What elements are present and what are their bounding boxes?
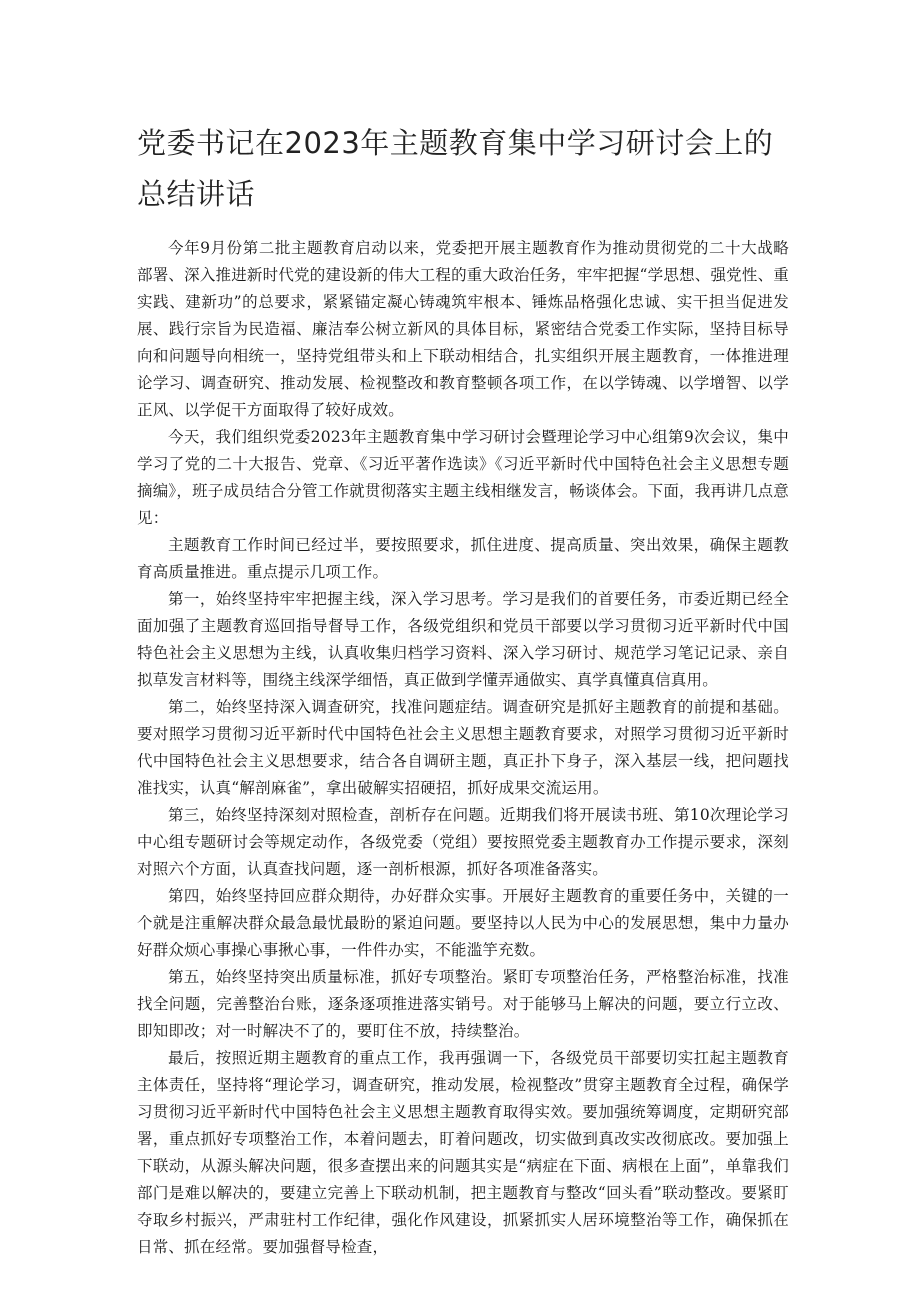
document-body — [137, 235, 789, 1261]
paragraph-point-5: 第五，始终坚持突出质量标准，抓好专项整治。紧盯专项整治任务，严格整治标准，找准找全问题，完善整治台账，逐条逐项推进落实销号。对于能够马上解决的问题，要立行立改、即知即改；对一时解决不了的，要盯住不放，持续整治。 — [137, 968, 789, 1040]
paragraph-final: 最后，按照近期主题教育的重点工作，我再强调一下，各级党员干部要切实扛起主题教育主体责任，坚持将“理论学习，调查研究，推动发展，检视整改”贯穿主题教育全过程，确保学习贯彻习近平新时代中国特色社会主义思想主题教育取得实效。要加强统筹调度，定期研究部署，重点抓好专项整治工作，本着问题去，盯着问题改，切实做到真改实改彻底改。要加强上下联动，从源头解决问题，很多查摆出来的问题其实是“病症在下面、病根在上面”，单靠我们部门是难以解决的，要建立完善上下联动机制，把主题教育与整改“回头看”联动整改。要紧盯夺取乡村振兴，严肃驻村工作纪律，强化作风建设，抓紧抓实人居环境整治等工作，确保抓在日常、抓在经常。要加强督导检查， — [137, 1049, 789, 1256]
paragraph-point-2: 第二，始终坚持深入调查研究，找准问题症结。调查研究是抓好主题教育的前提和基础。要对照学习贯彻习近平新时代中国特色社会主义思想主题教育要求，对照学习贯彻习近平新时代中国特色社会主义思想要求，结合各自调研主题，真正扑下身子，深入基层一线，把问题找准找实，认真“解剖麻雀”，拿出破解实招硬招，抓好成果交流运用。 — [137, 698, 789, 797]
paragraph-point-4: 第四，始终坚持回应群众期待，办好群众实事。开展好主题教育的重要任务中，关键的一个就是注重解决群众最急最忧最盼的紧迫问题。要坚持以人民为中心的发展思想，集中力量办好群众烦心事操心事揪心事，一件件办实，不能滥竽充数。 — [137, 887, 789, 959]
document-title: 党委书记在2023年主题教育集中学习研讨会上的总结讲话 — [137, 126, 774, 211]
paragraph-overview: 主题教育工作时间已经过半，要按照要求，抓住进度、提高质量、突出效果，确保主题教育高质量推进。重点提示几项工作。 — [137, 536, 789, 581]
paragraph-point-1: 第一，始终坚持牢牢把握主线，深入学习思考。学习是我们的首要任务，市委近期已经全面加强了主题教育巡回指导督导工作，各级党组织和党员干部要以学习贯彻习近平新时代中国特色社会主义思想为主线，认真收集归档学习资料、深入学习研讨、规范学习笔记记录、亲自拟草发言材料等，围绕主线深学细悟，真正做到学懂弄通做实、真学真懂真信真用。 — [137, 590, 789, 689]
paragraph-point-3: 第三，始终坚持深刻对照检查，剖析存在问题。近期我们将开展读书班、第10次理论学习中心组专题研讨会等规定动作，各级党委（党组）要按照党委主题教育办工作提示要求，深刻对照六个方面，认真查找问题，逐一剖析根源，抓好各项准备落实。 — [137, 806, 789, 878]
paragraph-meeting: 今天，我们组织党委2023年主题教育集中学习研讨会暨理论学习中心组第9次会议，集中学习了党的二十大报告、党章、《习近平著作选读》《习近平新时代中国特色社会主义思想专题摘编》，班子成员结合分管工作就贯彻落实主题主线相继发言，畅谈体会。下面，我再讲几点意见： — [137, 428, 789, 527]
paragraph-intro: 今年9月份第二批主题教育启动以来，党委把开展主题教育作为推动贯彻党的二十大战略部署、深入推进新时代党的建设新的伟大工程的重大政治任务，牢牢把握“学思想、强党性、重实践、建新功”的总要求，紧紧锚定凝心铸魂筑牢根本、锤炼品格强化忠诚、实干担当促进发展、践行宗旨为民造福、廉洁奉公树立新风的具体目标，紧密结合党委工作实际，坚持目标导向和问题导向相统一，坚持党组带头和上下联动相结合，扎实组织开展主题教育，一体推进理论学习、调查研究、推动发展、检视整改和教育整顿各项工作，在以学铸魂、以学增智、以学正风、以学促干方面取得了较好成效。 — [137, 239, 789, 419]
